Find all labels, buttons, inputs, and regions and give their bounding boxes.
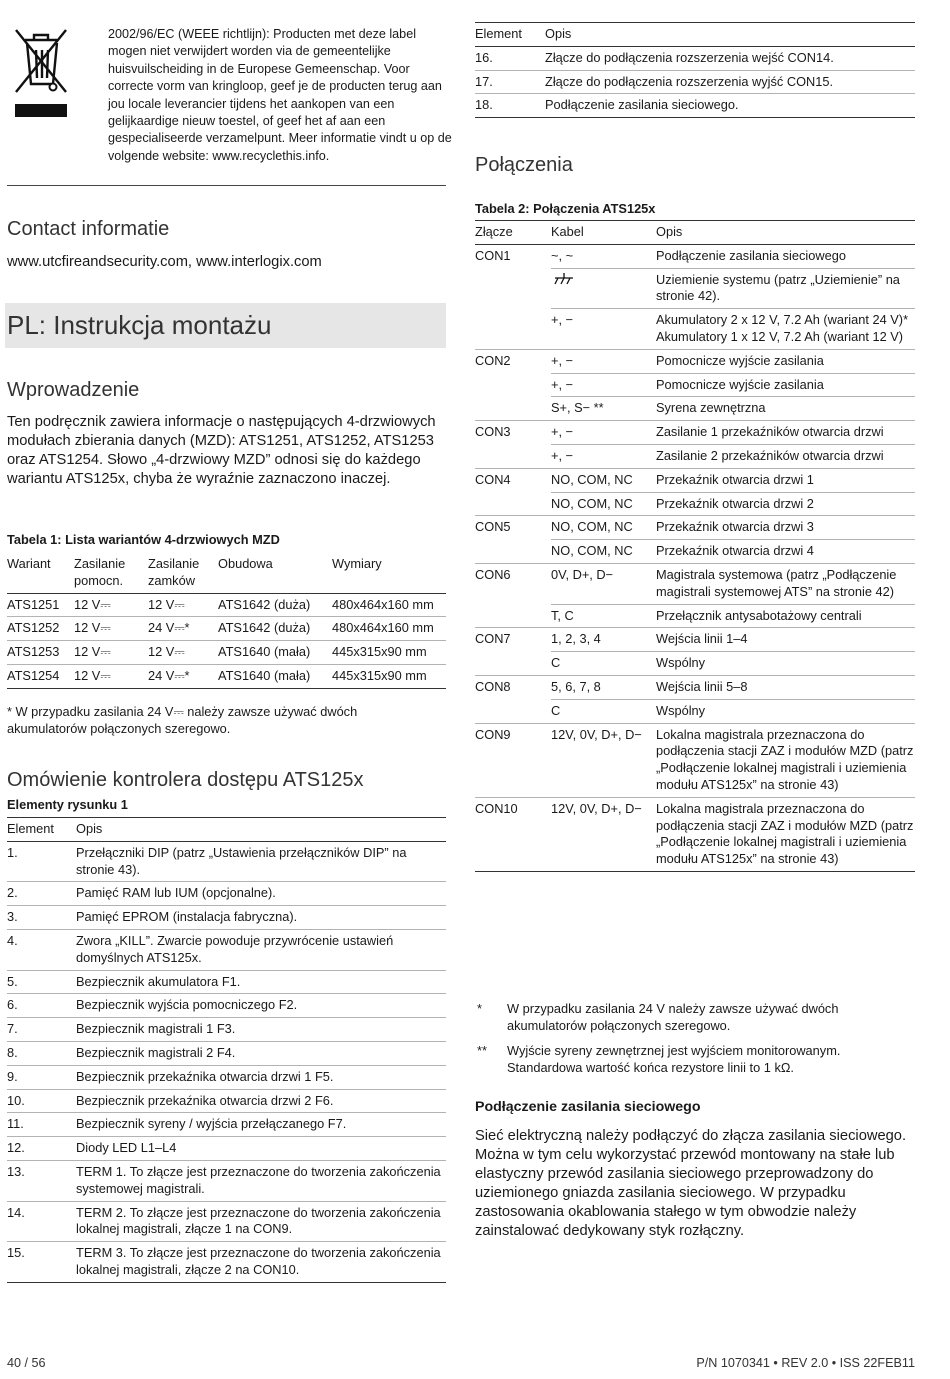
th-connector: Złącze [475, 221, 551, 245]
th-aux-power: Zasilanie pomocn. [74, 553, 148, 593]
cell-element-number: 3. [7, 906, 76, 930]
cell-connector [475, 444, 551, 468]
connections-table [475, 220, 915, 872]
cell-description: Akumulatory 2 x 12 V, 7.2 Ah (wariant 24 V)* Akumulatory 1 x 12 V, 7.2 Ah (wariant 12 V) [656, 309, 915, 350]
cell-element-description: Diody LED L1–L4 [76, 1137, 446, 1161]
ground-symbol-icon [553, 272, 575, 288]
connection-row [475, 699, 915, 723]
element-row [7, 1113, 446, 1137]
cell-cable: 1, 2, 3, 4 [551, 628, 656, 652]
cell-element-description: TERM 3. To złącze jest przeznaczone do tworzenia zakończenia lokalnej magistrali, złącze 2 na CON10. [76, 1242, 446, 1283]
footnote-text: Wyjście syreny zewnętrznej jest wyjściem monitorowanym. Standardowa wartość końca rezystore linii to 1 kΩ. [507, 1043, 841, 1075]
connection-row [475, 373, 915, 397]
cell-element-number: 6. [7, 994, 76, 1018]
cell-description: Zasilanie 1 przekaźników otwarcia drzwi [656, 421, 915, 445]
cell-lock-power: 12 V⎓ [148, 641, 218, 665]
cell-variant: ATS1251 [7, 593, 74, 617]
cell-connector [475, 492, 551, 516]
element-row [7, 1137, 446, 1161]
cell-element-description: Bezpiecznik syreny / wyjścia przełączanego F7. [76, 1113, 446, 1137]
cell-cable: 5, 6, 7, 8 [551, 675, 656, 699]
th-lock-power: Zasilanie zamków [148, 553, 218, 593]
variant-row [7, 593, 446, 617]
connections-header-row [475, 221, 915, 245]
variant-row [7, 641, 446, 665]
cell-connector: CON6 [475, 566, 511, 582]
cell-cable: 12V, 0V, D+, D− [551, 723, 656, 797]
connection-row [475, 444, 915, 468]
cell-cable: C [551, 699, 656, 723]
variants-header-row [7, 553, 446, 593]
cell-connector: CON7 [475, 631, 511, 647]
cell-element-description: Bezpiecznik magistrali 2 F4. [76, 1041, 446, 1065]
cell-element-number: 2. [7, 882, 76, 906]
cell-connector: CON2 [475, 352, 511, 368]
cell-element-number: 9. [7, 1065, 76, 1089]
element-row [7, 1089, 446, 1113]
intro-text: Ten podręcznik zawiera informacje o następujących 4-drzwiowych modułach zbierania danych (MZD): ATS1251, ATS1252, ATS1253 oraz ATS1254. Słowo „4-drzwiowy MZD” odnosi się do każdego wariantu ATS125x, chyba że wyraźnie zaznaczono inaczej. [7, 414, 436, 488]
cell-description: Syrena zewnętrzna [656, 397, 915, 421]
cell-connector [475, 604, 551, 628]
element-row [7, 1018, 446, 1042]
overview-heading: Omówienie kontrolera dostępu ATS125x [7, 769, 364, 791]
mains-text: Sieć elektryczną należy podłączyć do złącza zasilania sieciowego. Można w tym celu wykorzystać przewód montowany na stałe lub elastyczny przewód zasilania sieciowego przeprowadzony do uziemionego gniazda zasilania sieciowego. W przypadku zastosowania okablowania stałego w tym obwodzie należy zainstalować dedykowany styk rozłączny. [475, 1128, 907, 1240]
cell-cable [551, 268, 656, 309]
intro-heading: Wprowadzenie [7, 379, 140, 401]
th-element: Element [7, 818, 76, 842]
cell-description: Zasilanie 2 przekaźników otwarcia drzwi [656, 444, 915, 468]
cell-description: Lokalna magistrala przeznaczona do podłączenia stacji ZAZ i modułów MZD (patrz „Podłączenie lokalnej magistrali i uziemienia modułu ATS125x” na stronie 43) [656, 797, 915, 871]
cell-element-description: Bezpiecznik przekaźnika otwarcia drzwi 2 F6. [76, 1089, 446, 1113]
connection-row [475, 563, 915, 604]
cell-cable: NO, COM, NC [551, 492, 656, 516]
cell-aux-power: 12 V⎓ [74, 593, 148, 617]
th-cable: Kabel [551, 221, 656, 245]
variant-row [7, 664, 446, 688]
table1-caption: Tabela 1: Lista wariantów 4-drzwiowych MZD [7, 532, 280, 547]
connections-notes [475, 1000, 915, 1076]
cell-description: Wspólny [656, 652, 915, 676]
footnote-text: W przypadku zasilania 24 V należy zawsze używać dwóch akumulatorów połączonych szeregowo. [507, 1001, 839, 1033]
part-number: P/N 1070341 • REV 2.0 • ISS 22FEB11 [696, 1356, 915, 1370]
cell-element-description: TERM 1. To złącze jest przeznaczone do tworzenia zakończenia systemowej magistrali. [76, 1160, 446, 1201]
th-description: Opis [76, 818, 446, 842]
cell-connector [475, 268, 551, 309]
cell-connector [475, 373, 551, 397]
element-row [7, 841, 446, 882]
cell-description: Przekaźnik otwarcia drzwi 4 [656, 540, 915, 564]
footnote-mark: ** [477, 1043, 487, 1058]
cell-description: Przekaźnik otwarcia drzwi 3 [656, 516, 915, 540]
cell-dimensions: 480x464x160 mm [332, 593, 446, 617]
mains-heading: Podłączenie zasilania sieciowego [475, 1099, 701, 1115]
cell-description: Magistrala systemowa (patrz „Podłączenie magistrali systemowej ATS” na stronie 42) [656, 563, 915, 604]
cell-description: Pomocnicze wyjście zasilania [656, 349, 915, 373]
cell-element-number: 15. [7, 1242, 76, 1283]
connection-row [475, 309, 915, 350]
cell-description: Wejścia linii 5–8 [656, 675, 915, 699]
crossed-out-wheelie-bin-icon [12, 26, 70, 118]
pl-title: PL: Instrukcja montażu [7, 310, 272, 340]
elements-cont-header-row [475, 23, 915, 47]
cell-connector: CON3 [475, 424, 511, 440]
cell-connector: CON10 [475, 797, 551, 871]
cell-element-number: 18. [475, 94, 545, 118]
contact-text: www.utcfireandsecurity.com, www.interlogix.com [7, 254, 322, 270]
connection-row [475, 628, 915, 652]
elements-table-cont [475, 22, 915, 118]
cell-element-number: 4. [7, 929, 76, 970]
cell-description: Przekaźnik otwarcia drzwi 1 [656, 468, 915, 492]
element-row [7, 1242, 446, 1283]
elements-table [7, 817, 446, 1283]
cell-cable: 0V, D+, D− [551, 563, 656, 604]
cell-connector: CON8 [475, 678, 511, 694]
footnote-mark: * [477, 1001, 482, 1016]
overview-subheading: Elementy rysunku 1 [7, 797, 128, 812]
cell-element-number: 8. [7, 1041, 76, 1065]
cell-element-number: 13. [7, 1160, 76, 1201]
cell-cable: 12V, 0V, D+, D− [551, 797, 656, 871]
connection-row [475, 468, 915, 492]
cell-cable: C [551, 652, 656, 676]
connection-row [475, 421, 915, 445]
cell-element-description: Pamięć EPROM (instalacja fabryczna). [76, 906, 446, 930]
element-row [475, 70, 915, 94]
connection-row [475, 652, 915, 676]
cell-connector: CON5 [475, 519, 511, 535]
cell-element-number: 10. [7, 1089, 76, 1113]
elements-header-row [7, 818, 446, 842]
cell-element-number: 5. [7, 970, 76, 994]
cell-connector [475, 397, 551, 421]
cell-dimensions: 480x464x160 mm [332, 617, 446, 641]
connection-row [475, 492, 915, 516]
cell-description: Uziemienie systemu (patrz „Uziemienie” na stronie 42). [656, 268, 915, 309]
cell-element-number: 12. [7, 1137, 76, 1161]
cell-cable: +, − [551, 421, 656, 445]
cell-cable: +, − [551, 309, 656, 350]
cell-element-number: 1. [7, 841, 76, 882]
element-row [7, 929, 446, 970]
cell-connector: CON1 [475, 247, 511, 263]
cell-connector: CON9 [475, 723, 551, 797]
cell-description: Podłączenie zasilania sieciowego [656, 244, 915, 268]
cell-description: Pomocnicze wyjście zasilania [656, 373, 915, 397]
cell-element-description: Bezpiecznik magistrali 1 F3. [76, 1018, 446, 1042]
connection-row [475, 268, 915, 309]
contact-heading: Contact informatie [7, 218, 170, 240]
cell-element-description: Zwora „KILL”. Zwarcie powoduje przywrócenie ustawień domyślnych ATS125x. [76, 929, 446, 970]
cell-element-number: 16. [475, 46, 545, 70]
cell-lock-power: 12 V⎓ [148, 593, 218, 617]
table1-note: * W przypadku zasilania 24 V⎓ należy zawsze używać dwóch akumulatorów połączonych szeregowo. [7, 704, 358, 736]
cell-connector [475, 540, 551, 564]
weee-text: 2002/96/EC (WEEE richtlijn): Producten met deze label mogen niet verwijdert worden via de gemeentelijke huisvuilscheiding in de Europese Gemeenschap. Voor correcte vorm van kringloop, geef je de producten terug aan jou locale leverancier tijdens het aankopen van een gelijkaardige nieuw toestel, of geef het af aan een gespecialiseerde verzamelpunt. Meer informatie vindt u op de volgende website: www.recyclethis.info. [108, 27, 452, 163]
connection-row [475, 516, 915, 540]
element-row [475, 46, 915, 70]
cell-connector: CON4 [475, 471, 511, 487]
element-row [7, 1160, 446, 1201]
cell-variant: ATS1252 [7, 617, 74, 641]
cell-lock-power: 24 V⎓* [148, 617, 218, 641]
connections-heading: Połączenia [475, 154, 573, 176]
cell-cable: +, − [551, 444, 656, 468]
cell-element-description: Złącze do podłączenia rozszerzenia wyjść CON15. [545, 70, 915, 94]
cell-element-number: 17. [475, 70, 545, 94]
element-row [7, 970, 446, 994]
element-row [7, 1065, 446, 1089]
cell-description: Wspólny [656, 699, 915, 723]
cell-element-description: Pamięć RAM lub IUM (opcjonalne). [76, 882, 446, 906]
cell-aux-power: 12 V⎓ [74, 617, 148, 641]
cell-cable: NO, COM, NC [551, 468, 656, 492]
cell-element-description: Bezpiecznik przekaźnika otwarcia drzwi 1 F5. [76, 1065, 446, 1089]
cell-element-description: TERM 2. To złącze jest przeznaczone do tworzenia zakończenia lokalnej magistrali, złącze 1 na CON9. [76, 1201, 446, 1242]
cell-element-description: Złącze do podłączenia rozszerzenia wejść CON14. [545, 46, 915, 70]
cell-dimensions: 445x315x90 mm [332, 641, 446, 665]
connection-row [475, 723, 915, 797]
footnote [475, 1042, 915, 1076]
element-row [7, 882, 446, 906]
cell-element-description: Podłączenie zasilania sieciowego. [545, 94, 915, 118]
connection-row [475, 604, 915, 628]
cell-lock-power: 24 V⎓* [148, 664, 218, 688]
cell-cable: NO, COM, NC [551, 516, 656, 540]
connection-row [475, 675, 915, 699]
cell-enclosure: ATS1640 (mała) [218, 641, 332, 665]
cell-enclosure: ATS1642 (duża) [218, 617, 332, 641]
cell-element-number: 7. [7, 1018, 76, 1042]
cell-element-number: 14. [7, 1201, 76, 1242]
cell-aux-power: 12 V⎓ [74, 664, 148, 688]
cell-enclosure: ATS1642 (duża) [218, 593, 332, 617]
cell-description: Lokalna magistrala przeznaczona do podłączenia stacji ZAZ i modułów MZD (patrz „Podłączenie lokalnej magistrali i uziemienia modułu ATS125x” na stronie 43) [656, 723, 915, 797]
th-description-cont: Opis [545, 23, 915, 47]
cell-cable: NO, COM, NC [551, 540, 656, 564]
cell-element-description: Bezpiecznik akumulatora F1. [76, 970, 446, 994]
pl-title-band [5, 303, 446, 348]
cell-description: Przełącznik antysabotażowy centrali [656, 604, 915, 628]
cell-cable: ~, ~ [551, 244, 656, 268]
element-row [7, 906, 446, 930]
table2-caption: Tabela 2: Połączenia ATS125x [475, 201, 656, 216]
cell-enclosure: ATS1640 (mała) [218, 664, 332, 688]
cell-connector [475, 309, 551, 350]
cell-element-description: Przełączniki DIP (patrz „Ustawienia przełączników DIP” na stronie 43). [76, 841, 446, 882]
cell-cable: S+, S− ** [551, 397, 656, 421]
variants-table [7, 553, 446, 689]
cell-cable: +, − [551, 373, 656, 397]
element-row [475, 94, 915, 118]
th-desc: Opis [656, 221, 915, 245]
cell-variant: ATS1254 [7, 664, 74, 688]
connection-row [475, 397, 915, 421]
connection-row [475, 244, 915, 268]
cell-element-description: Bezpiecznik wyjścia pomocniczego F2. [76, 994, 446, 1018]
cell-description: Wejścia linii 1–4 [656, 628, 915, 652]
th-enclosure: Obudowa [218, 553, 332, 593]
cell-aux-power: 12 V⎓ [74, 641, 148, 665]
th-element-cont: Element [475, 23, 545, 47]
cell-dimensions: 445x315x90 mm [332, 664, 446, 688]
weee-notice [7, 26, 452, 186]
cell-connector [475, 652, 551, 676]
element-row [7, 1041, 446, 1065]
connection-row [475, 349, 915, 373]
page-number: 40 / 56 [7, 1356, 46, 1370]
footnote [475, 1000, 915, 1034]
cell-variant: ATS1253 [7, 641, 74, 665]
cell-cable: +, − [551, 349, 656, 373]
th-variant: Wariant [7, 553, 74, 593]
variant-row [7, 617, 446, 641]
th-dimensions: Wymiary [332, 553, 446, 593]
cell-description: Przekaźnik otwarcia drzwi 2 [656, 492, 915, 516]
cell-element-number: 11. [7, 1113, 76, 1137]
cell-connector [475, 699, 551, 723]
cell-cable: T, C [551, 604, 656, 628]
connection-row [475, 540, 915, 564]
element-row [7, 1201, 446, 1242]
element-row [7, 994, 446, 1018]
connection-row [475, 797, 915, 871]
